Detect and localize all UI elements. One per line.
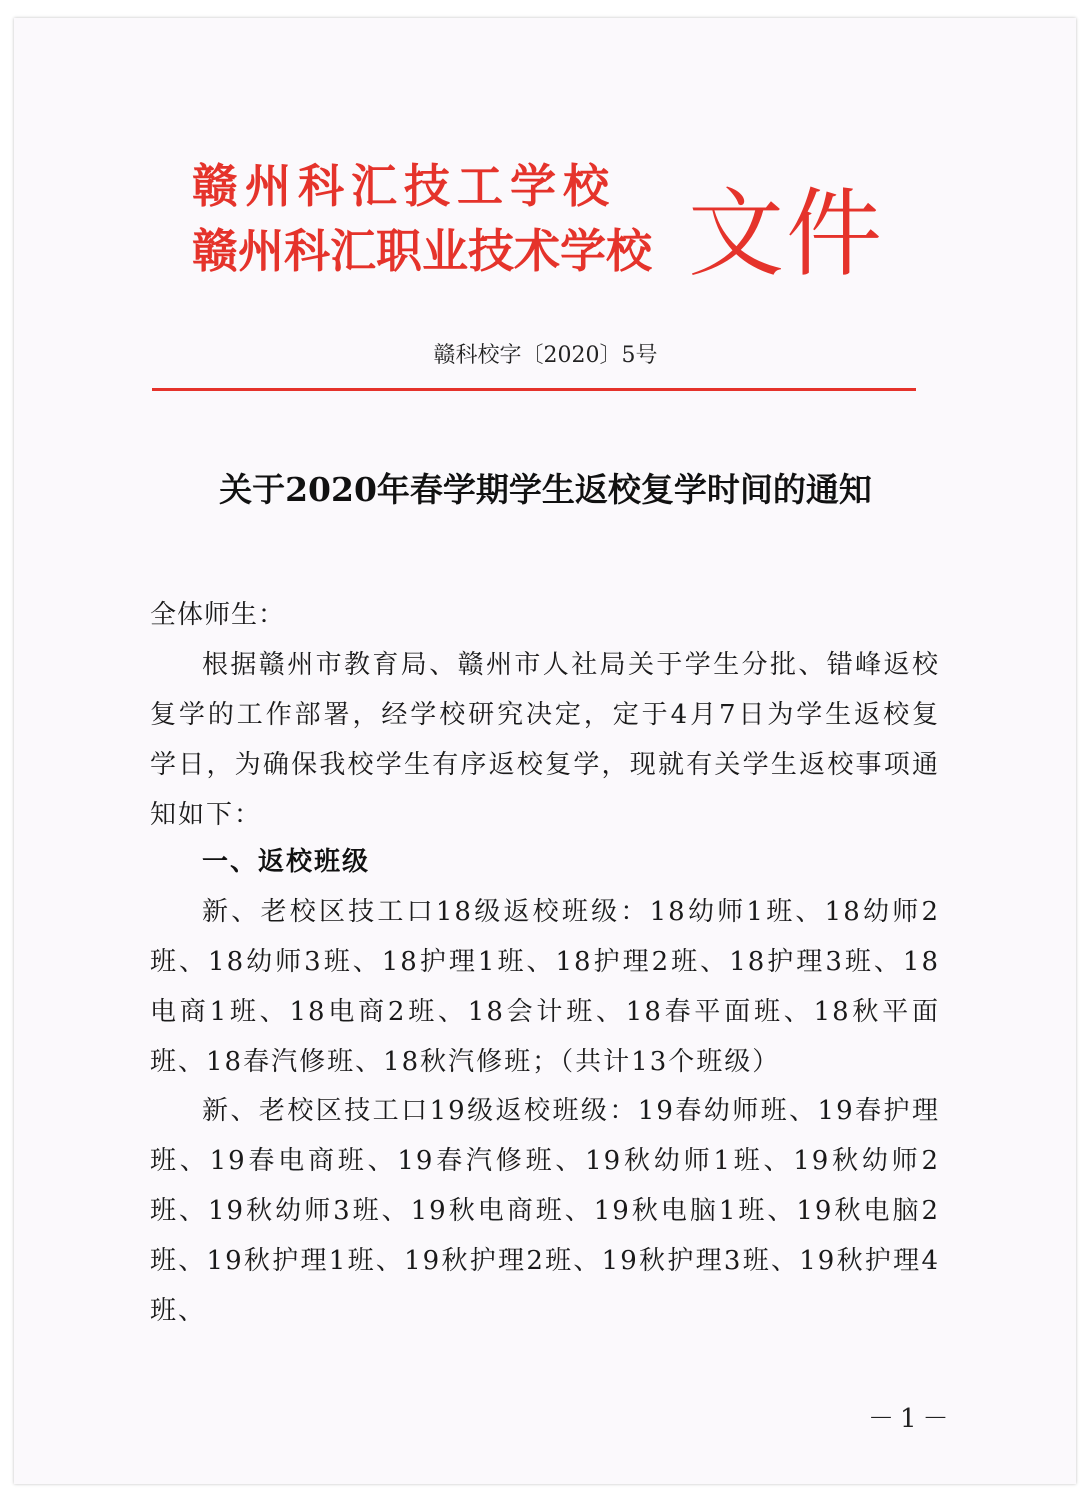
section-heading-returning-classes: 一、返校班级 [202,847,371,877]
grade-18-classes-paragraph: 新、老校区技工口18级返校班级：18幼师1班、18幼师2班、18幼师3班、18护理1班、18护理2班、18护理3班、18电商1班、18电商2班、18会计班、18春平面班、18秋平面班、18春汽修班、18秋汽修班；（共计13个班级） [150,897,940,1077]
org-name-vocational-school: 赣州科汇职业技术学校 [192,224,652,278]
intro-paragraph: 根据赣州市教育局、赣州市人社局关于学生分批、错峰返校复学的工作部署，经学校研究决定，定于4月7日为学生返校复学日，为确保我校学生有序返校复学，现就有关学生返校事项通知如下： [150,650,940,830]
salutation: 全体师生： [150,600,286,630]
page-number: －1－ [868,1404,955,1434]
notice-title: 关于2020年春学期学生返校复学时间的通知 [219,470,872,509]
org-name-technical-school: 赣州科汇技工学校 [192,159,616,213]
document-number: 赣科校字〔2020〕5号 [433,343,658,368]
document-type-label: 文件 [688,178,884,290]
grade-19-classes-paragraph: 新、老校区技工口19级返校班级：19春幼师班、19春护理班、19春电商班、19春汽修班、19秋幼师1班、19秋幼师2班、19秋幼师3班、19秋电商班、19秋电脑1班、19秋电脑2班、19秋护理1班、19秋护理2班、19秋护理3班、19秋护理4班、 [150,1096,940,1326]
red-divider-line [152,388,916,391]
